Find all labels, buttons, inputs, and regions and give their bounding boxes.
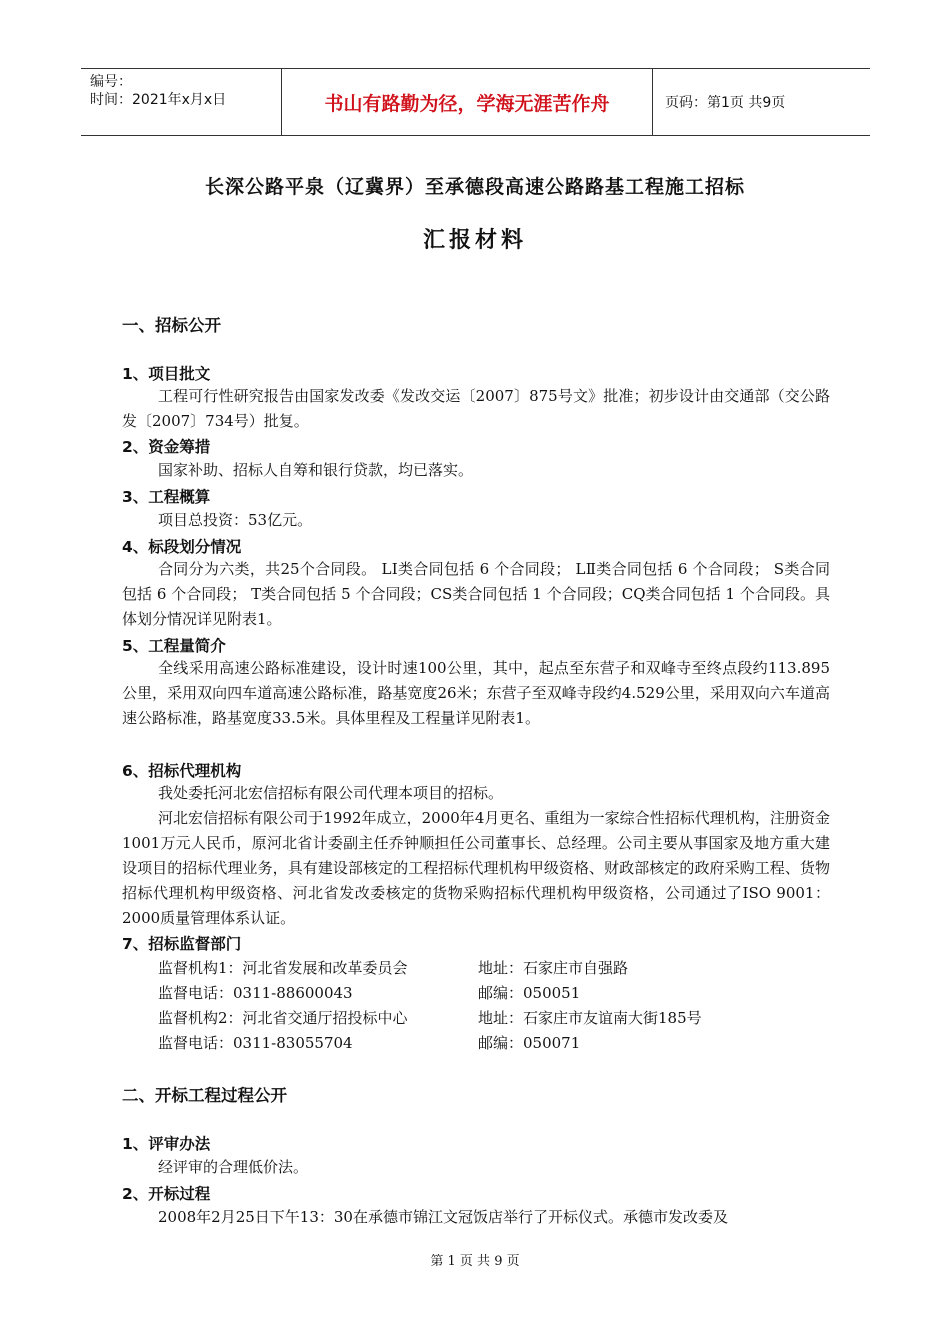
subsection-heading: 1、项目批文 (122, 365, 211, 383)
subsection-heading: 7、招标监督部门 (122, 935, 242, 953)
supervision-agency-1: 监督机构1：河北省发展和改革委员会 (158, 959, 408, 977)
paragraph: 2008年2月25日下午13：30在承德市锦江文冠饭店举行了开标仪式。承德市发改委及 (158, 1208, 728, 1226)
paragraph: 国家补助、招标人自筹和银行贷款，均已落实。 (158, 461, 474, 479)
document-number-label: 编号： (90, 74, 132, 90)
paragraph: 项目总投资：53亿元。 (158, 511, 313, 529)
supervision-address-2: 地址：石家庄市友谊南大街185号 (478, 1009, 702, 1027)
paragraph: 合同分为六类，共25个合同段。 LⅠ类合同包括 6 个合同段； LⅡ类合同包括 6 个合同段； S类合同包括 6 个合同段； T类合同包括 5 个合同段；CS类合同包括 1 个合同段；CQ类合同包括 1 个合同段。具体划分情况详见附表1。 (122, 560, 830, 628)
paragraph: 河北宏信招标有限公司于1992年成立，2000年4月更名、重组为一家综合性招标代理机构，注册资金1001万元人民币，原河北省计委副主任乔钟顺担任公司董事长、总经理。公司主要从事国家及地方重大建设项目的招标代理业务，具有建设部核定的工程招标代理机构甲级资格、财政部核定的政府采购工程、货物招标代理机构甲级资格、河北省发改委核定的货物采购招标代理机构甲级资格，公司通过了ISO 9001：2000质量管理体系认证。 (122, 809, 830, 927)
header-motto: 书山有路勤为径，学海无涯苦作舟 (281, 69, 653, 135)
subsection-heading: 4、标段划分情况 (122, 538, 242, 556)
paragraph: 经评审的合理低价法。 (158, 1158, 309, 1176)
paragraph: 全线采用高速公路标准建设，设计时速100公里，其中，起点至东营子和双峰寺至终点段约113.895公里，采用双向四车道高速公路标准，路基宽度26米；东营子至双峰寺段约4.529公里，采用双向六车道高速公路标准，路基宽度33.5米。具体里程及工程量详见附表1。 (122, 659, 830, 727)
subsection-heading: 2、开标过程 (122, 1185, 211, 1203)
header-meta (81, 69, 281, 135)
supervision-postcode-1: 邮编：050051 (478, 984, 581, 1002)
supervision-postcode-2: 邮编：050071 (478, 1034, 581, 1052)
subsection-heading: 3、工程概算 (122, 488, 211, 506)
subsection-heading: 5、工程量简介 (122, 637, 226, 655)
subsection-heading: 6、招标代理机构 (122, 762, 242, 780)
document-subtitle: 汇报材料 (422, 228, 527, 253)
paragraph: 我处委托河北宏信招标有限公司代理本项目的招标。 (158, 784, 504, 802)
supervision-agency-2: 监督机构2：河北省交通厅招投标中心 (158, 1009, 408, 1027)
subsection-heading: 1、评审办法 (122, 1135, 211, 1153)
supervision-phone-2: 监督电话：0311-83055704 (158, 1034, 353, 1052)
section-heading: 一、招标公开 (122, 316, 221, 335)
page-header (81, 68, 870, 136)
paragraph: 工程可行性研究报告由国家发改委《发改交运〔2007〕875号文》批准；初步设计由交通部（交公路发〔2007〕734号）批复。 (122, 387, 830, 430)
section-heading: 二、开标工程过程公开 (122, 1086, 287, 1105)
supervision-address-1: 地址：石家庄市自强路 (478, 959, 629, 977)
supervision-phone-1: 监督电话：0311-88600043 (158, 984, 353, 1002)
header-page-info: 页码：第1页 共9页 (665, 95, 786, 111)
document-title: 长深公路平泉（辽冀界）至承德段高速公路路基工程施工招标 (204, 176, 745, 198)
subsection-heading: 2、资金筹措 (122, 438, 211, 456)
document-time-label: 时间：2021年x月x日 (90, 92, 227, 108)
page-footer: 第 1 页 共 9 页 (430, 1254, 520, 1269)
